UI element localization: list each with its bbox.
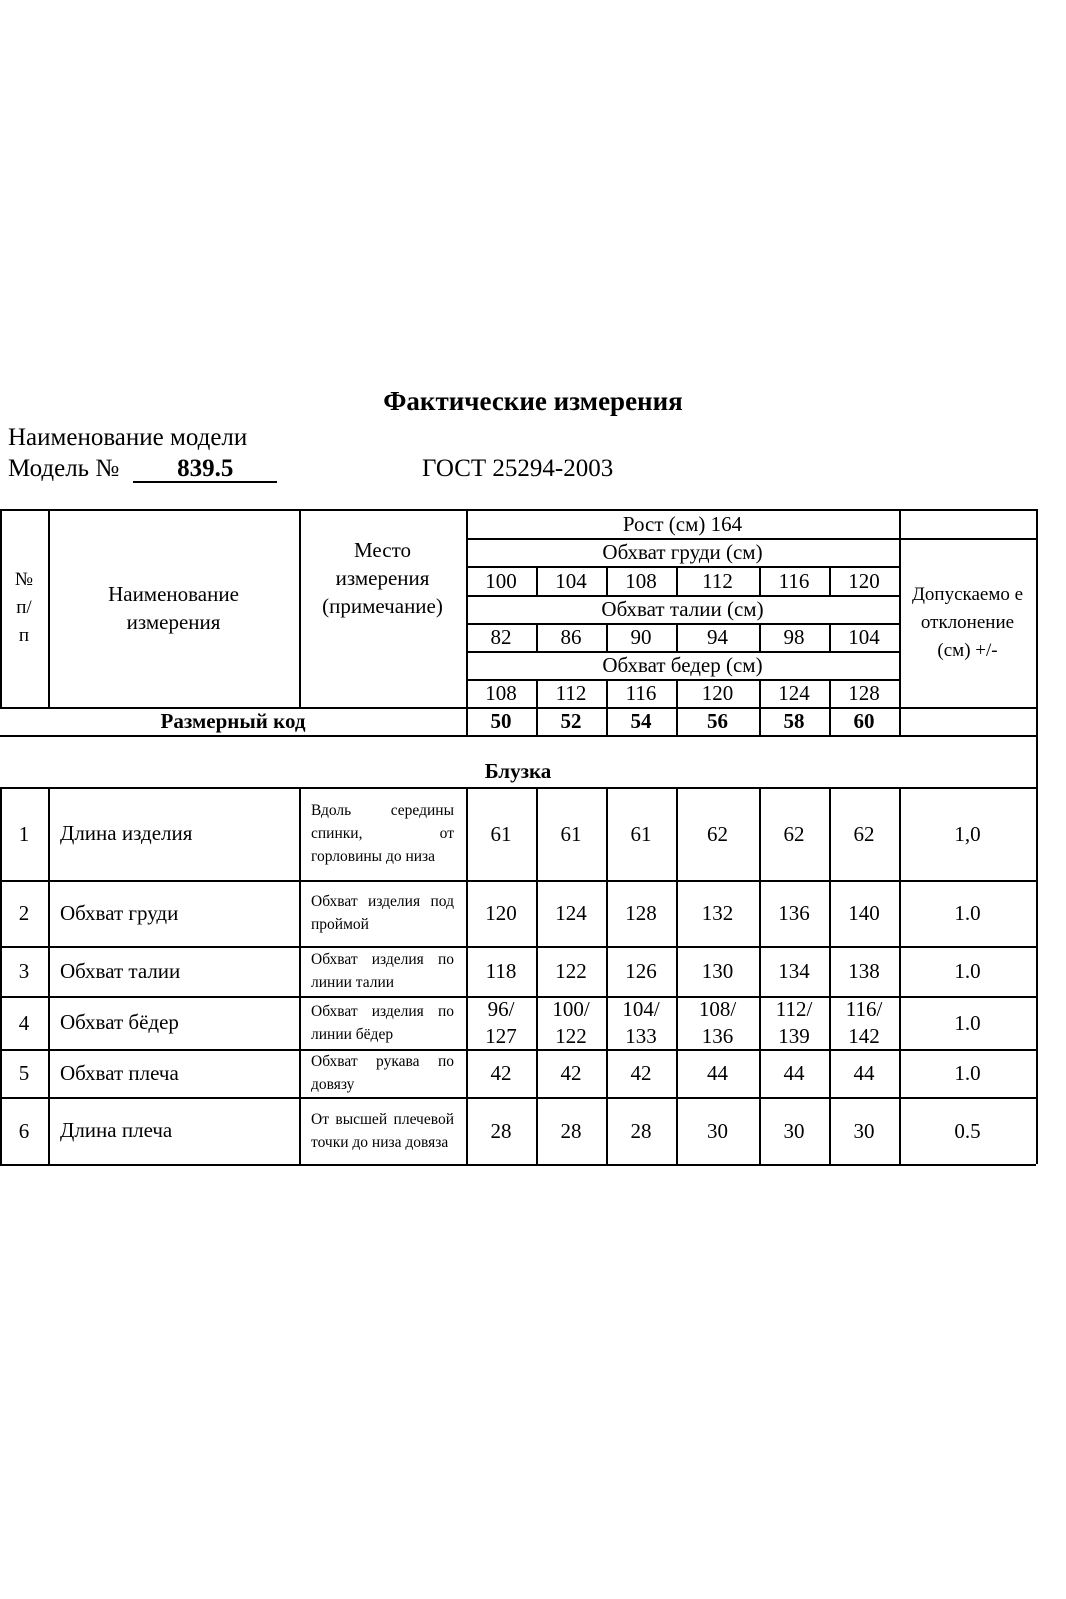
size-code-value: 50 — [490, 709, 512, 733]
row-value: 62 — [783, 821, 805, 846]
row-value: 112/ 139 — [775, 996, 813, 1048]
row-value: 128 — [625, 901, 657, 925]
row-value: 42 — [490, 1061, 512, 1085]
waist-value: 104 — [848, 625, 880, 649]
row-measure-name: Обхват бёдер — [60, 1010, 179, 1034]
row-value: 44 — [783, 1061, 805, 1085]
size-code-value: 58 — [783, 709, 805, 733]
row-tolerance: 1.0 — [954, 1010, 981, 1035]
row-measure-place: Вдоль середины спинки, от горловины до низа — [311, 802, 454, 865]
row-value: 130 — [701, 959, 734, 983]
chest-value: 116 — [778, 568, 810, 593]
col-place-header: Место измерения (примечание) — [322, 538, 443, 618]
chest-value: 108 — [625, 568, 657, 593]
hips-value: 120 — [701, 681, 734, 705]
row-value: 132 — [701, 901, 734, 925]
row-measure-place: Обхват изделия по линии талии — [311, 951, 454, 991]
row-value: 108/ 136 — [698, 996, 737, 1048]
row-value: 42 — [560, 1061, 582, 1085]
row-value: 118 — [485, 959, 517, 983]
border-right-header — [1036, 509, 1038, 735]
row-value: 28 — [490, 1118, 512, 1143]
row-measure-place: Обхват рукава по довязу — [311, 1053, 454, 1093]
model-number-label: Модель № — [8, 455, 120, 482]
row-value: 62 — [707, 821, 728, 846]
page-title: Фактические измерения — [383, 386, 683, 416]
row-value: 30 — [853, 1118, 875, 1143]
size-code-value: 56 — [707, 709, 728, 733]
hips-value: 112 — [555, 681, 587, 705]
row-value: 30 — [783, 1118, 805, 1143]
row-value: 28 — [630, 1118, 652, 1143]
row-number: 2 — [18, 901, 30, 925]
model-name-label: Наименование модели — [8, 424, 248, 451]
row-value: 124 — [555, 901, 587, 925]
row-measure-name: Обхват плеча — [60, 1060, 179, 1085]
hips-value: 124 — [778, 681, 810, 705]
waist-value: 82 — [490, 625, 512, 649]
row-number: 4 — [18, 1010, 30, 1035]
row-measure-place: Обхват изделия по линии бёдер — [311, 1002, 454, 1043]
row-value: 28 — [560, 1118, 582, 1143]
row-value: 44 — [853, 1061, 875, 1085]
row-line-6 — [0, 1164, 1036, 1166]
row-value: 140 — [848, 901, 880, 925]
row-number: 1 — [18, 821, 30, 846]
row-tolerance: 1.0 — [954, 1061, 981, 1085]
row-tolerance: 1,0 — [954, 821, 981, 846]
size-code-value: 60 — [853, 709, 875, 733]
size-code-value: 52 — [560, 709, 582, 733]
height-header: Рост (см) 164 — [622, 511, 743, 536]
model-number-line — [8, 455, 277, 483]
row-value: 116/ 142 — [845, 996, 883, 1048]
row-value: 30 — [707, 1118, 728, 1143]
hips-value: 128 — [848, 681, 880, 705]
row-value: 100/ 122 — [552, 996, 590, 1048]
waist-value: 94 — [707, 625, 728, 649]
waist-value: 86 — [560, 625, 582, 649]
row-measure-place: Обхват изделия под проймой — [311, 893, 454, 933]
row-measure-name: Длина изделия — [60, 821, 193, 845]
row-tolerance: 0.5 — [954, 1118, 981, 1143]
row-value: 122 — [555, 959, 587, 983]
row-measure-name: Обхват талии — [60, 958, 181, 983]
row-measure-name: Длина плеча — [60, 1118, 173, 1142]
col-tolerance-header: Допускаемо е отклонение (см) +/- — [911, 583, 1024, 661]
row-measure-place: От высшей плечевой точки до низа довяза — [311, 1110, 454, 1151]
row-measure-name: Обхват груди — [60, 900, 179, 925]
row-value: 134 — [778, 959, 810, 983]
waist-value: 98 — [783, 625, 805, 649]
row-value: 42 — [630, 1061, 652, 1085]
row-value: 104/ 133 — [622, 996, 660, 1048]
hips-value: 108 — [485, 681, 517, 705]
col-name-header: Наименование измерения — [108, 582, 239, 634]
size-code-value: 54 — [630, 709, 652, 733]
row-tolerance: 1.0 — [954, 959, 981, 983]
chest-value: 112 — [702, 568, 733, 593]
hips-header: Обхват бедер (см) — [602, 653, 763, 677]
chest-value: 100 — [485, 568, 517, 593]
chest-header: Обхват груди (см) — [602, 540, 763, 564]
row-value: 120 — [485, 901, 517, 925]
row-number: 6 — [18, 1118, 30, 1143]
gost-label: ГОСТ 25294-2003 — [422, 455, 614, 482]
row-value: 126 — [625, 959, 657, 983]
row-number: 5 — [18, 1061, 30, 1085]
chest-value: 104 — [555, 568, 587, 593]
vline-body-10 — [1036, 787, 1038, 1164]
waist-header: Обхват талии (см) — [601, 597, 764, 621]
section-title: Блузка — [484, 759, 552, 783]
row-value: 61 — [560, 821, 582, 846]
chest-value: 120 — [848, 568, 880, 593]
col-num-header: № п/ п — [14, 569, 34, 646]
waist-value: 90 — [630, 625, 652, 649]
row-tolerance: 1.0 — [954, 901, 981, 925]
row-number: 3 — [18, 959, 30, 983]
border-right-section — [1036, 735, 1038, 787]
row-value: 61 — [630, 821, 652, 846]
row-value: 96/ 127 — [485, 996, 517, 1048]
model-number-value: 839.5 — [133, 457, 277, 483]
hips-value: 116 — [625, 681, 657, 705]
row-value: 138 — [848, 959, 880, 983]
row-value: 44 — [707, 1061, 728, 1085]
row-value: 62 — [853, 821, 875, 846]
row-value: 136 — [778, 901, 810, 925]
row-value: 61 — [490, 821, 512, 846]
size-code-label: Размерный код — [160, 709, 306, 733]
